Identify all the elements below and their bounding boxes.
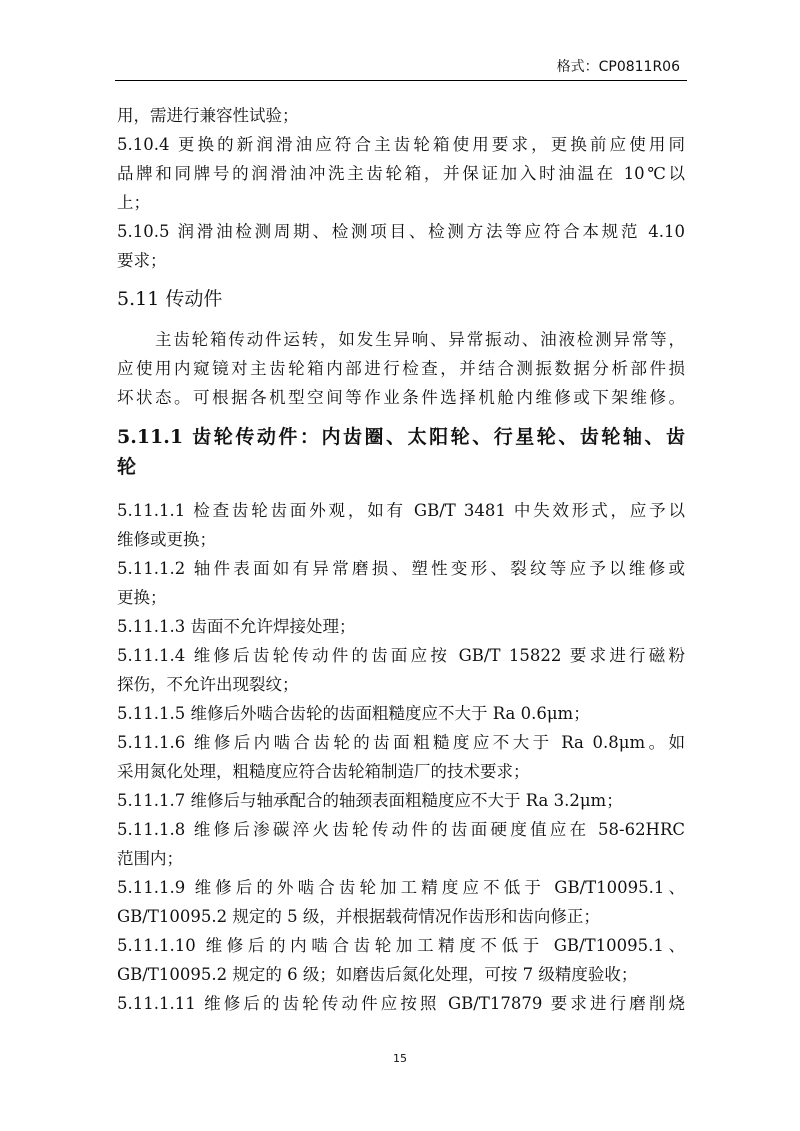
format-code: 格式：CP0811R06: [556, 59, 680, 75]
text-line: 5.10.5 润滑油检测周期、检测项目、检测方法等应符合本规范 4.10: [117, 222, 685, 241]
text-line: 用，需进行兼容性试验；: [117, 106, 299, 125]
subsection-heading: 5.11.1 齿轮传动件：内齿圈、太阳轮、行星轮、齿轮轴、齿: [117, 426, 685, 448]
text-line: 5.11.1.10 维修后的内啮合齿轮加工精度不低于 GB/T10095.1、: [117, 936, 685, 955]
text-line: 更换；: [117, 588, 167, 607]
text-line: 采用氮化处理，粗糙度应符合齿轮箱制造厂的技术要求；: [117, 762, 530, 781]
text-line: 5.11.1.9 维修后的外啮合齿轮加工精度应不低于 GB/T10095.1、: [117, 878, 685, 897]
text-line: 范围内；: [117, 849, 183, 868]
text-line: 维修或更换；: [117, 530, 216, 549]
text-line: 5.11.1.2 轴件表面如有异常磨损、塑性变形、裂纹等应予以维修或: [117, 559, 685, 578]
text-line: 要求；: [117, 251, 167, 270]
text-line: 上；: [117, 193, 150, 212]
text-line: 5.11.1.8 维修后渗碳淬火齿轮传动件的齿面硬度值应在 58-62HRC: [117, 820, 685, 839]
paragraph-line: 坏状态。可根据各机型空间等作业条件选择机舱内维修或下架维修。: [117, 388, 685, 407]
page-number: 15: [393, 1052, 407, 1065]
text-line: 5.11.1.7 维修后与轴承配合的轴颈表面粗糙度应不大于 Ra 3.2μm；: [117, 791, 623, 810]
subsection-heading: 轮: [117, 456, 137, 478]
section-heading: 5.11 传动件: [117, 288, 223, 310]
text-line: 5.11.1.1 检查齿轮齿面外观，如有 GB/T 3481 中失效形式，应予以: [117, 501, 685, 520]
text-line: 5.11.1.3 齿面不允许焊接处理；: [117, 617, 356, 636]
text-line: 5.11.1.5 维修后外啮合齿轮的齿面粗糙度应不大于 Ra 0.6μm；: [117, 704, 590, 723]
text-line: 5.11.1.6 维修后内啮合齿轮的齿面粗糙度应不大于 Ra 0.8μm。如: [117, 733, 685, 752]
text-line: 5.10.4 更换的新润滑油应符合主齿轮箱使用要求，更换前应使用同: [117, 135, 685, 154]
paragraph-line: 应使用内窥镜对主齿轮箱内部进行检查，并结合测振数据分析部件损: [117, 359, 685, 378]
header-rule: [115, 80, 687, 81]
text-line: 5.11.1.4 维修后齿轮传动件的齿面应按 GB/T 15822 要求进行磁粉: [117, 646, 685, 665]
paragraph-line: 主齿轮箱传动件运转，如发生异响、异常振动、油液检测异常等，: [155, 330, 685, 349]
text-line: GB/T10095.2 规定的 6 级；如磨齿后氮化处理，可按 7 级精度验收；: [117, 965, 638, 984]
text-line: GB/T10095.2 规定的 5 级，并根据载荷情况作齿形和齿向修正；: [117, 907, 600, 926]
text-line: 品牌和同牌号的润滑油冲洗主齿轮箱，并保证加入时油温在 10℃以: [117, 164, 685, 183]
text-line: 5.11.1.11 维修后的齿轮传动件应按照 GB/T17879 要求进行磨削烧: [117, 994, 685, 1013]
text-line: 探伤，不允许出现裂纹；: [117, 675, 299, 694]
